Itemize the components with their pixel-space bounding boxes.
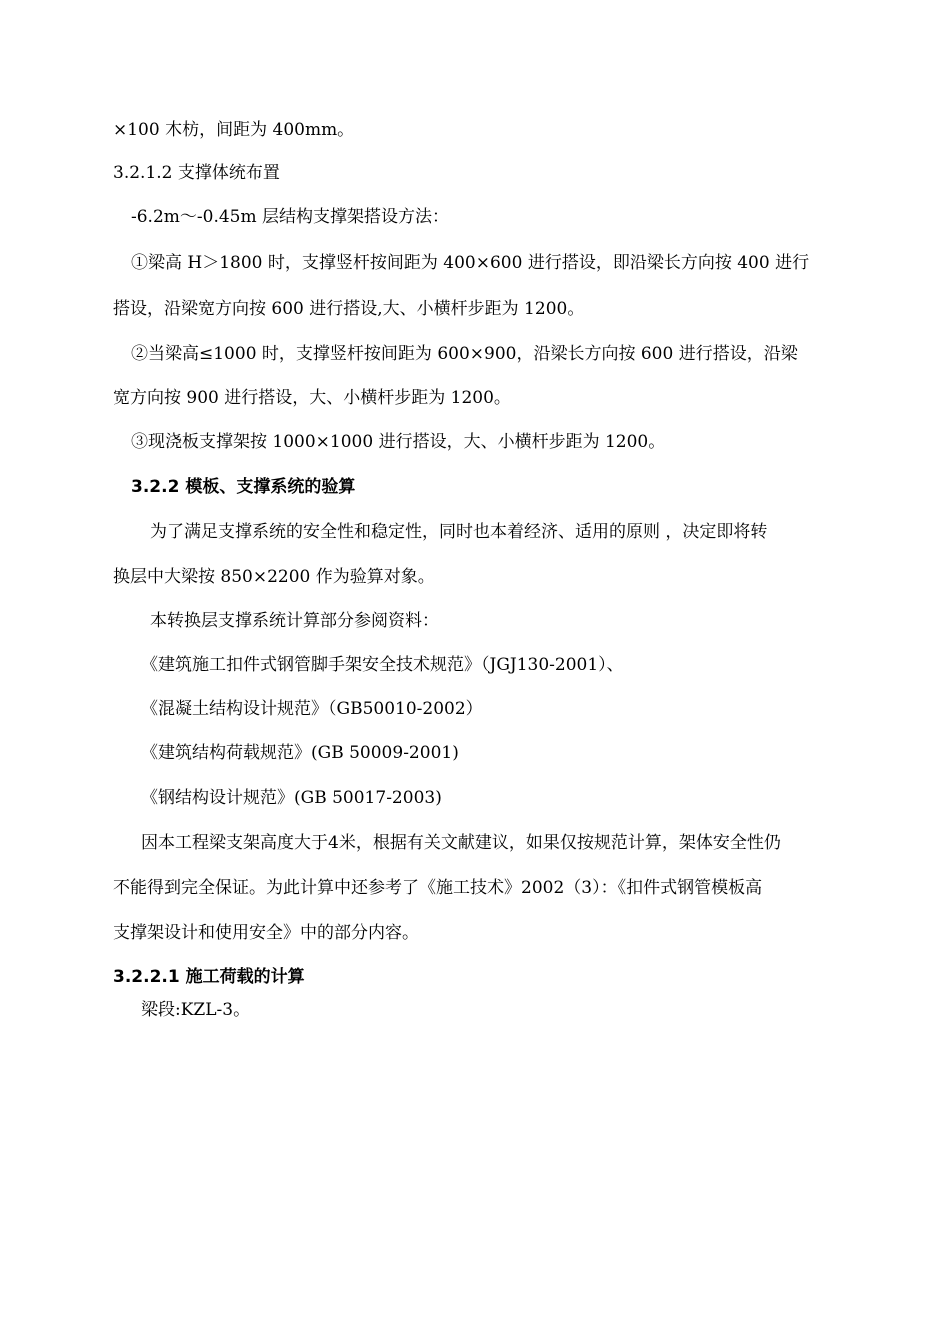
text-line: ×100 木枋，间距为 400mm。 — [113, 120, 355, 140]
paragraph-line: 换层中大梁按 850×2200 作为验算对象。 — [113, 567, 435, 587]
list-item: ③现浇板支撑架按 1000×1000 进行搭设，大、小横杆步距为 1200。 — [131, 432, 666, 452]
text-line: 梁段:KZL-3。 — [141, 1000, 251, 1020]
reference-item: 《建筑施工扣件式钢管脚手架安全技术规范》（JGJ130-2001）、 — [141, 655, 624, 675]
section-heading: 3.2.2 模板、支撑系统的验算 — [131, 477, 356, 497]
paragraph-line: 支撑架设计和使用安全》中的部分内容。 — [113, 923, 419, 943]
paragraph-line: 为了满足支撑系统的安全性和稳定性，同时也本着经济、适用的原则 ，决定即将转 — [150, 522, 768, 542]
paragraph-line: 因本工程梁支架高度大于4米，根据有关文献建议，如果仅按规范计算，架体安全性仍 — [141, 833, 781, 853]
reference-item: 《建筑结构荷载规范》(GB 50009-2001) — [141, 743, 459, 763]
section-heading: 3.2.1.2 支撑体统布置 — [113, 163, 280, 183]
section-heading: 3.2.2.1 施工荷载的计算 — [113, 967, 305, 987]
text-line: -6.2m～-0.45m 层结构支撑架搭设方法： — [131, 207, 450, 227]
list-item: ①梁高 H＞1800 时，支撑竖杆按间距为 400×600 进行搭设，即沿梁长方向按 400 进行 — [131, 253, 810, 273]
text-line: 宽方向按 900 进行搭设，大、小横杆步距为 1200。 — [113, 388, 511, 408]
paragraph-line: 本转换层支撑系统计算部分参阅资料： — [150, 611, 439, 631]
text-line: 搭设，沿梁宽方向按 600 进行搭设,大、小横杆步距为 1200。 — [113, 299, 585, 319]
paragraph-line: 不能得到完全保证。为此计算中还参考了《施工技术》2002（3）：《扣件式钢管模板高 — [113, 878, 763, 898]
list-item: ②当梁高≤1000 时，支撑竖杆按间距为 600×900，沿梁长方向按 600 进行搭设，沿梁 — [131, 344, 798, 364]
reference-item: 《钢结构设计规范》(GB 50017-2003) — [141, 788, 442, 808]
reference-item: 《混凝土结构设计规范》（GB50010-2002） — [141, 699, 483, 719]
